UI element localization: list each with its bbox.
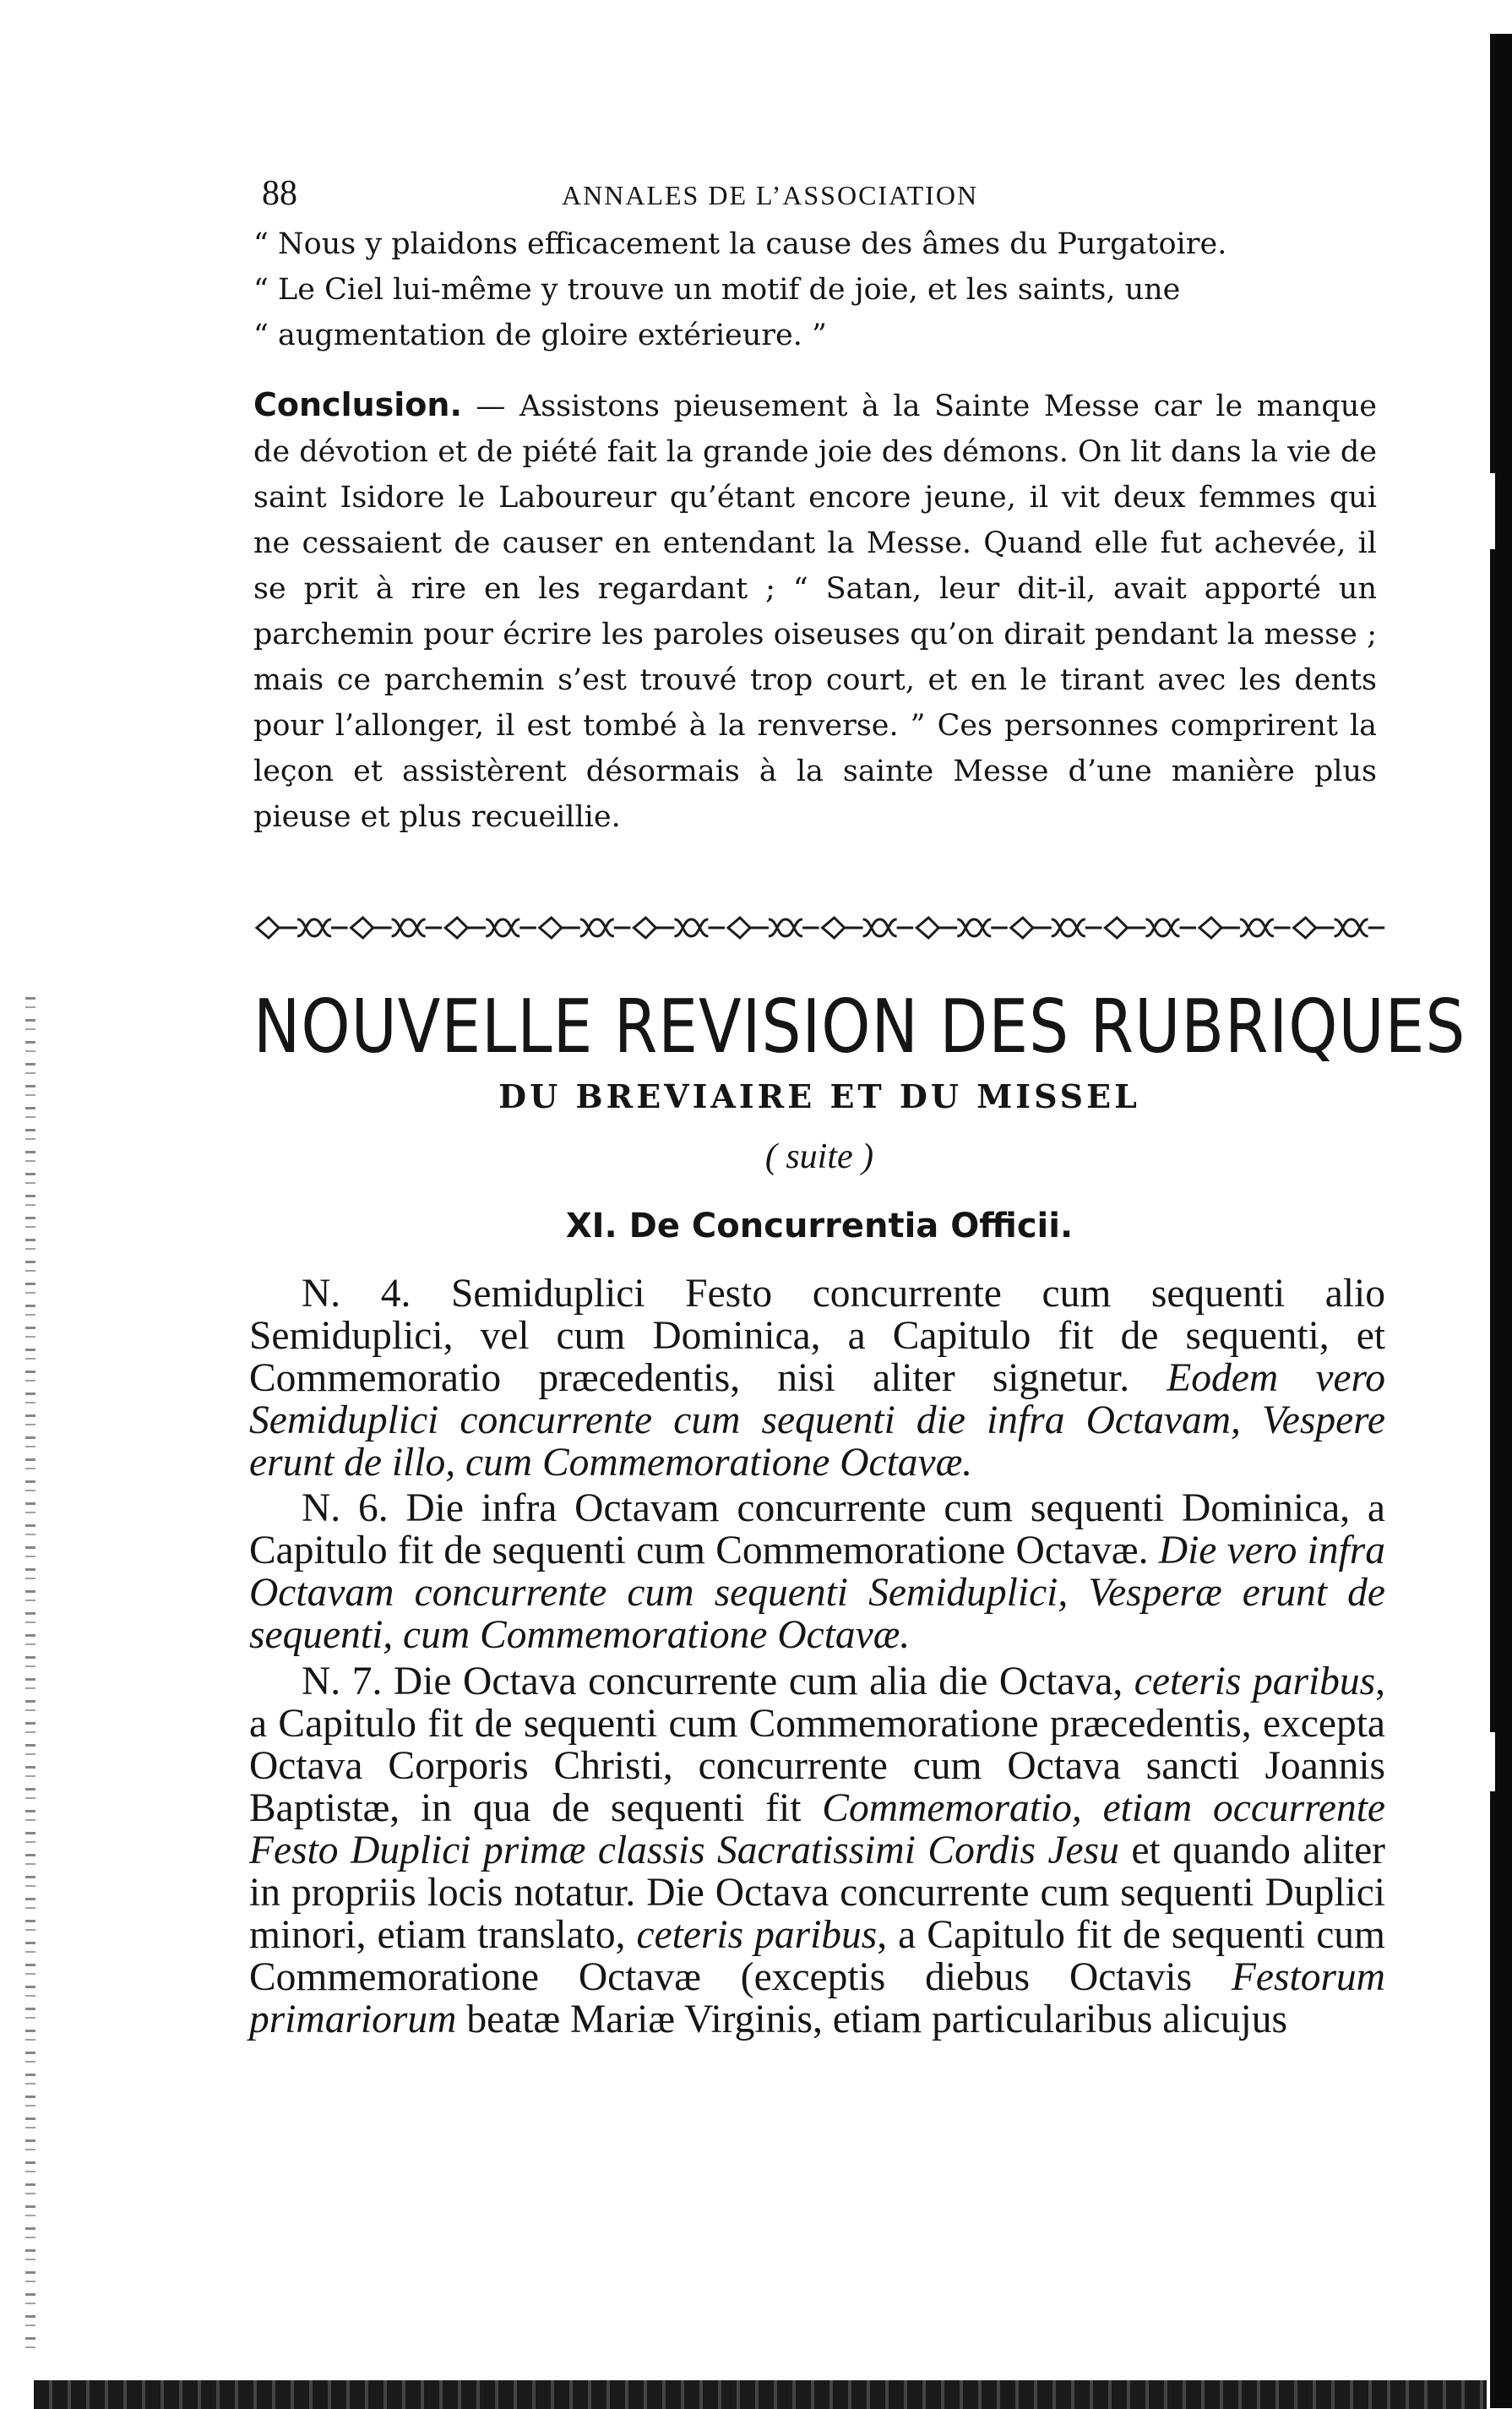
rubric-italic-text: Commemoratio, etiam occurrente Festo Duplici primæ classis Sacratissimi Cordis Jesu	[249, 1786, 1385, 1872]
conclusion-text: — Assistons pieusement à la Sainte Messe car le manque de dévotion et de piété fait la grande joie des démons. On lit dans la vie de saint Isidore le Laboureur qu’étant encore jeune, il vit deux femmes qui ne cessaient de causer en entendant la Messe. Quand elle fut achevée, il se prit à rire en les regardant ; “ Satan, leur dit-il, avait apporté un parchemin pour écrire les paroles oiseuses qu’on dirait pendant la messe ; mais ce parchemin s’est trouvé trop court, et en le tirant avec les dents pour l’allonger, il est tombé à la renverse. ” Ces personnes comprirent la leçon et assistèrent désormais à la sainte Messe d’une manière plus pieuse et plus recueillie.	[253, 390, 1377, 834]
page-header	[253, 173, 1385, 224]
conclusion-paragraph	[253, 382, 1377, 840]
rubric-italic-text: ceteris paribus	[1134, 1660, 1376, 1703]
rubric-text: N. 6. Die infra Octavam concurrente cum sequenti Dominica, a Capitulo fit de sequenti cum Commemoratione Octavæ.	[249, 1486, 1385, 1572]
rubric-text: N. 7. Die Octava concurrente cum alia die Octava,	[302, 1660, 1134, 1703]
rubric-paragraph-n4	[249, 1273, 1385, 1484]
scan-edge-right	[1490, 34, 1512, 2408]
quote-line: “ Nous y plaidons efficacement la cause des âmes du Purgatoire.	[253, 227, 1227, 261]
section-title: NOUVELLE REVISION DES RUBRIQUES	[253, 984, 1466, 1071]
rubric-paragraph-n7	[249, 1660, 1385, 2041]
conclusion-label: Conclusion.	[253, 386, 462, 423]
rubric-text: beatæ Mariæ Virginis, etiam particularibus alicujus	[456, 1998, 1287, 2041]
quotation-block	[253, 221, 1377, 358]
rubric-paragraph-n6	[249, 1487, 1385, 1656]
rubric-italic-text: Die vero infra Octavam concurrente cum sequenti Semiduplici, Vesperæ erunt de sequenti, cum Commemoratione Octavæ.	[249, 1529, 1385, 1657]
section-subtitle: DU BREVIAIRE ET DU MISSEL	[498, 1077, 1140, 1115]
ornamental-divider	[253, 913, 1385, 943]
page-number: 88	[262, 174, 297, 213]
running-title: ANNALES DE L’ASSOCIATION	[562, 180, 979, 210]
binding-edge	[25, 997, 35, 2349]
scan-edge-notch	[1487, 1732, 1495, 1791]
rubric-italic-text: Festorum primariorum	[249, 1955, 1385, 2041]
quote-line: “ augmentation de gloire extérieure. ”	[253, 319, 827, 352]
scan-edge-notch	[1487, 473, 1495, 549]
rubric-text: , a Capitulo fit de sequenti cum Commemoratione præcedentis, excepta Octava Corporis Christi, concurrente cum Octava sancti Joannis Baptistæ, in qua de sequenti fit	[249, 1660, 1386, 1830]
rubric-italic-text: Eodem vero Semiduplici concurrente cum sequenti die infra Octavam, Vespere erunt de illo, cum Commemoratione Octavæ.	[249, 1356, 1385, 1485]
rubric-text: et quando aliter in propriis locis notatur. Die Octava concurrente cum sequenti Duplici minori, etiam translato,	[249, 1829, 1385, 1957]
rubric-text: N. 4. Semiduplici Festo concurrente cum sequenti alio Semiduplici, vel cum Dominica, a Capitulo fit de sequenti, et Commemoratio præcedentis, nisi aliter signetur.	[249, 1272, 1385, 1400]
quote-line: “ Le Ciel lui-même y trouve un motif de joie, et les saints, une	[253, 273, 1181, 307]
subsection-heading: XI. De Concurrentia Officii.	[565, 1207, 1074, 1245]
rubric-italic-text: ceteris paribus	[636, 1913, 878, 1957]
scan-edge-bottom	[34, 2380, 1487, 2409]
rubric-text: , a Capitulo fit de sequenti cum Commemoratione Octavæ (exceptis diebus Octavis	[249, 1913, 1386, 1999]
continuation-note: ( suite )	[764, 1137, 874, 1176]
